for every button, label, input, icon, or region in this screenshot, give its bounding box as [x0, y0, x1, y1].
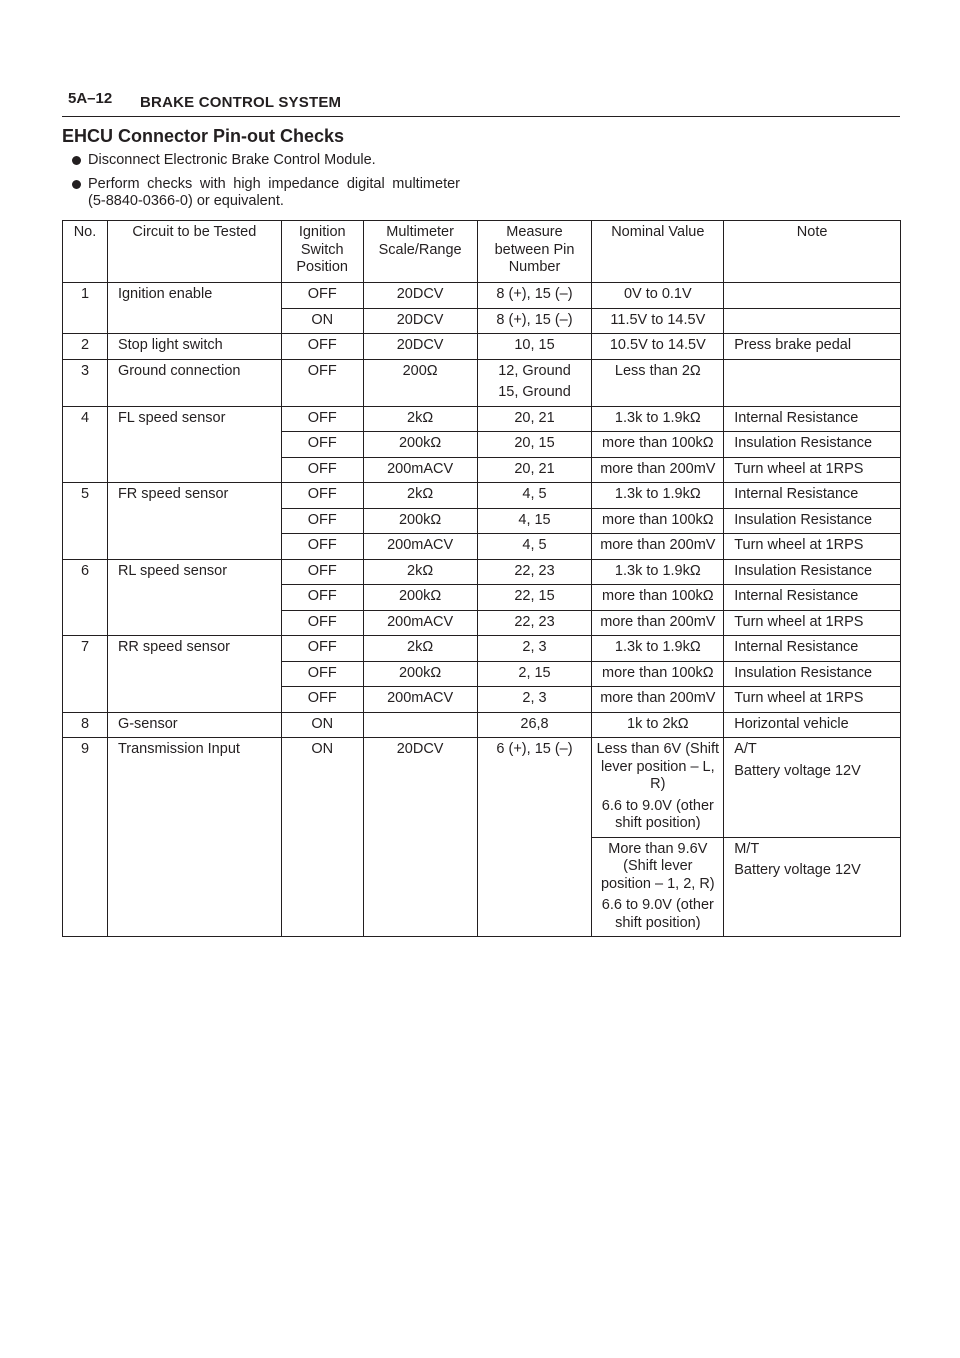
cell-scale: 200kΩ	[363, 661, 477, 687]
cell-nominal: 1k to 2kΩ	[592, 712, 724, 738]
cell-scale: 200Ω	[363, 359, 477, 406]
cell-scale: 200kΩ	[363, 432, 477, 458]
cell-note: Turn wheel at 1RPS	[724, 534, 901, 560]
table-row	[63, 334, 901, 360]
col-header-circuit: Circuit to be Tested	[107, 221, 281, 283]
cell-no: 5	[63, 483, 108, 560]
cell-pins: 22, 15	[477, 585, 592, 611]
cell-note: Horizontal vehicle	[724, 712, 901, 738]
cell-nominal: more than 100kΩ	[592, 432, 724, 458]
cell-pins: 6 (+), 15 (–)	[477, 738, 592, 937]
cell-ignition: OFF	[281, 359, 363, 406]
cell-pins: 10, 15	[477, 334, 592, 360]
cell-scale: 2kΩ	[363, 636, 477, 662]
cell-nominal: more than 100kΩ	[592, 661, 724, 687]
cell-ignition: OFF	[281, 432, 363, 458]
cell-no: 9	[63, 738, 108, 937]
cell-note: Turn wheel at 1RPS	[724, 687, 901, 713]
table-row	[63, 406, 901, 432]
cell-note	[724, 283, 901, 309]
cell-scale: 200kΩ	[363, 585, 477, 611]
cell-no: 3	[63, 359, 108, 406]
cell-ignition: OFF	[281, 483, 363, 509]
cell-circuit: RL speed sensor	[107, 559, 281, 636]
cell-note: Insulation Resistance	[724, 508, 901, 534]
table-row	[63, 636, 901, 662]
cell-circuit: Ground connection	[107, 359, 281, 406]
cell-note: Internal Resistance	[724, 406, 901, 432]
cell-nominal: more than 100kΩ	[592, 508, 724, 534]
cell-ignition: OFF	[281, 636, 363, 662]
col-header-measure: Measure between Pin Number	[477, 221, 592, 283]
cell-scale: 2kΩ	[363, 406, 477, 432]
cell-circuit: FL speed sensor	[107, 406, 281, 483]
cell-ignition: OFF	[281, 661, 363, 687]
cell-note: Internal Resistance	[724, 636, 901, 662]
nominal-line: 6.6 to 9.0V (other shift position)	[601, 797, 714, 831]
cell-ignition: OFF	[281, 534, 363, 560]
cell-circuit: Stop light switch	[107, 334, 281, 360]
section-title: BRAKE CONTROL SYSTEM	[140, 94, 342, 111]
col-header-nominal: Nominal Value	[592, 221, 724, 283]
cell-no: 7	[63, 636, 108, 713]
cell-note: Insulation Resistance	[724, 559, 901, 585]
cell-scale: 200mACV	[363, 687, 477, 713]
cell-no: 8	[63, 712, 108, 738]
cell-ignition: OFF	[281, 283, 363, 309]
cell-ignition: ON	[281, 308, 363, 334]
cell-nominal: more than 200mV	[592, 687, 724, 713]
cell-note	[724, 738, 901, 838]
cell-pins: 20, 21	[477, 406, 592, 432]
note-line: Battery voltage 12V	[734, 762, 861, 779]
cell-nominal: 1.3k to 1.9kΩ	[592, 636, 724, 662]
cell-pins: 20, 21	[477, 457, 592, 483]
cell-nominal: 10.5V to 14.5V	[592, 334, 724, 360]
pins-line: 12, Ground	[498, 362, 571, 379]
cell-nominal	[592, 738, 724, 838]
col-header-scale: Multimeter Scale/Range	[363, 221, 477, 283]
cell-note: Internal Resistance	[724, 585, 901, 611]
cell-scale: 200mACV	[363, 534, 477, 560]
instruction-list	[72, 152, 460, 217]
cell-note: Press brake pedal	[724, 334, 901, 360]
cell-ignition: OFF	[281, 334, 363, 360]
col-header-note: Note	[724, 221, 901, 283]
table-row	[63, 283, 901, 309]
cell-no: 1	[63, 283, 108, 334]
cell-circuit: FR speed sensor	[107, 483, 281, 560]
instruction-text: Perform checks with high impedance digital multimeter (5-8840-0366-0) or equivalent.	[88, 175, 460, 209]
page-header	[62, 86, 900, 117]
cell-ignition: OFF	[281, 610, 363, 636]
instruction-text: Disconnect Electronic Brake Control Module.	[88, 152, 376, 168]
cell-no: 4	[63, 406, 108, 483]
cell-note	[724, 837, 901, 937]
cell-ignition: OFF	[281, 585, 363, 611]
cell-note: Internal Resistance	[724, 483, 901, 509]
cell-nominal: 1.3k to 1.9kΩ	[592, 406, 724, 432]
cell-nominal: 1.3k to 1.9kΩ	[592, 483, 724, 509]
cell-note: Turn wheel at 1RPS	[724, 457, 901, 483]
cell-pins: 22, 23	[477, 559, 592, 585]
cell-nominal: more than 200mV	[592, 457, 724, 483]
cell-nominal	[592, 837, 724, 937]
cell-scale: 2kΩ	[363, 483, 477, 509]
cell-scale	[363, 712, 477, 738]
cell-scale: 200kΩ	[363, 508, 477, 534]
note-line: A/T	[734, 741, 757, 757]
pins-line: 15, Ground	[498, 384, 571, 400]
pinout-check-table	[62, 220, 901, 937]
cell-no: 6	[63, 559, 108, 636]
cell-nominal: Less than 2Ω	[592, 359, 724, 406]
cell-pins: 2, 3	[477, 687, 592, 713]
cell-nominal: more than 200mV	[592, 610, 724, 636]
cell-pins: 26,8	[477, 712, 592, 738]
cell-pins: 2, 3	[477, 636, 592, 662]
cell-pins: 4, 15	[477, 508, 592, 534]
bullet-icon	[72, 180, 81, 189]
table-row	[63, 559, 901, 585]
page-number: 5A–12	[68, 90, 113, 107]
cell-nominal: 11.5V to 14.5V	[592, 308, 724, 334]
nominal-line: Less than 6V (Shift lever position – L, R)	[596, 741, 720, 792]
cell-pins: 22, 23	[477, 610, 592, 636]
cell-pins: 8 (+), 15 (–)	[477, 308, 592, 334]
cell-ignition: ON	[281, 738, 363, 937]
cell-note: Turn wheel at 1RPS	[724, 610, 901, 636]
cell-note: Insulation Resistance	[724, 432, 901, 458]
table-row	[63, 483, 901, 509]
instruction-item	[72, 152, 460, 170]
cell-ignition: OFF	[281, 559, 363, 585]
cell-note: Insulation Resistance	[724, 661, 901, 687]
note-line: Battery voltage 12V	[734, 862, 861, 878]
cell-scale: 200mACV	[363, 610, 477, 636]
table-row	[63, 359, 901, 406]
cell-note	[724, 308, 901, 334]
cell-scale: 20DCV	[363, 334, 477, 360]
cell-ignition: OFF	[281, 406, 363, 432]
cell-ignition: ON	[281, 712, 363, 738]
cell-nominal: more than 200mV	[592, 534, 724, 560]
instruction-item	[72, 176, 460, 211]
cell-circuit: RR speed sensor	[107, 636, 281, 713]
cell-nominal: 0V to 0.1V	[592, 283, 724, 309]
table-row	[63, 712, 901, 738]
col-header-ignition: Ignition Switch Position	[281, 221, 363, 283]
page-title: EHCU Connector Pin-out Checks	[62, 126, 345, 146]
cell-circuit: Ignition enable	[107, 283, 281, 334]
cell-nominal: 1.3k to 1.9kΩ	[592, 559, 724, 585]
cell-pins	[477, 359, 592, 406]
cell-scale: 200mACV	[363, 457, 477, 483]
cell-ignition: OFF	[281, 687, 363, 713]
col-header-no: No.	[63, 221, 108, 283]
cell-pins: 20, 15	[477, 432, 592, 458]
table-row	[63, 738, 901, 838]
cell-no: 2	[63, 334, 108, 360]
cell-pins: 8 (+), 15 (–)	[477, 283, 592, 309]
cell-ignition: OFF	[281, 457, 363, 483]
cell-ignition: OFF	[281, 508, 363, 534]
cell-circuit: G-sensor	[107, 712, 281, 738]
cell-scale: 20DCV	[363, 738, 477, 937]
cell-scale: 20DCV	[363, 308, 477, 334]
note-line: M/T	[734, 840, 760, 857]
cell-pins: 2, 15	[477, 661, 592, 687]
cell-pins: 4, 5	[477, 483, 592, 509]
nominal-line: More than 9.6V (Shift lever position – 1, 2, R)	[600, 840, 715, 892]
nominal-line: 6.6 to 9.0V (other shift position)	[601, 897, 714, 931]
cell-circuit: Transmission Input	[107, 738, 281, 937]
cell-nominal: more than 100kΩ	[592, 585, 724, 611]
cell-scale: 20DCV	[363, 283, 477, 309]
bullet-icon	[72, 156, 81, 165]
table-header-row	[63, 221, 901, 283]
cell-pins: 4, 5	[477, 534, 592, 560]
cell-note	[724, 359, 901, 406]
cell-scale: 2kΩ	[363, 559, 477, 585]
